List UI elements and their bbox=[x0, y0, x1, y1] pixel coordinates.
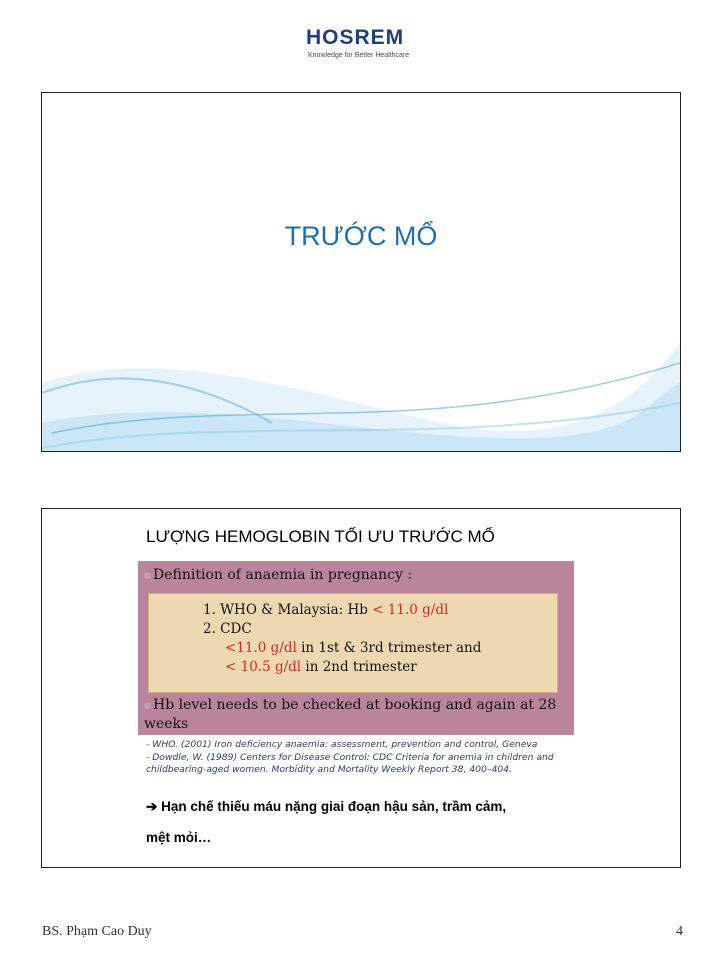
arrow-icon: ➔ bbox=[146, 799, 158, 814]
conclusion-line-2: mệt mỏi… bbox=[146, 830, 212, 845]
references bbox=[146, 739, 586, 777]
logo-tagline: Knowledge for Better Healthcare bbox=[308, 52, 410, 59]
decorative-swoosh bbox=[42, 93, 680, 451]
reference-line: - Dowdle, W. (1989) Centers for Disease Control: CDC Criteria for anemia in children and bbox=[146, 751, 554, 763]
criteria-cdc: 2. CDC bbox=[203, 621, 252, 637]
conclusion bbox=[146, 791, 596, 853]
footer-author: BS. Phạm Cao Duy bbox=[42, 924, 152, 939]
conclusion-line-1: ➔ Hạn chế thiếu máu nặng giai đoạn hậu sản, trầm cảm, bbox=[146, 799, 507, 814]
reference-line: - WHO. (2001) Iron deficiency anaemia: assessment, prevention and control, Geneva bbox=[146, 739, 538, 750]
criteria-box bbox=[148, 593, 558, 693]
anaemia-definition-image bbox=[138, 561, 574, 735]
slide-1 bbox=[41, 92, 681, 452]
page-number: 4 bbox=[676, 924, 683, 939]
definition-heading: Definition of anaemia in pregnancy : bbox=[144, 567, 412, 583]
criteria-cdc-first-third: <11.0 g/dl in 1st & 3rd trimester and bbox=[225, 640, 482, 656]
bullet-icon bbox=[144, 572, 151, 579]
slide-2 bbox=[41, 508, 681, 868]
criteria-who: 1. WHO & Malaysia: Hb < 11.0 g/dl bbox=[203, 602, 449, 618]
hb-check-line-2: weeks bbox=[144, 716, 189, 732]
bullet-icon bbox=[144, 702, 151, 709]
reference-line: childbearing-aged women. Morbidity and Mortality Weekly Report 38, 400–404. bbox=[146, 764, 512, 775]
criteria-cdc-second: < 10.5 g/dl in 2nd trimester bbox=[225, 659, 417, 675]
logo-text: HOSREM bbox=[306, 26, 405, 49]
slide-title: TRƯỚC MỔ bbox=[284, 221, 438, 251]
hb-check-line-1: Hb level needs to be checked at booking and again at 28 bbox=[144, 697, 556, 713]
hosrem-logo bbox=[300, 24, 420, 64]
slide-title: LƯỢNG HEMOGLOBIN TỐI ƯU TRƯỚC MỔ bbox=[146, 527, 495, 546]
